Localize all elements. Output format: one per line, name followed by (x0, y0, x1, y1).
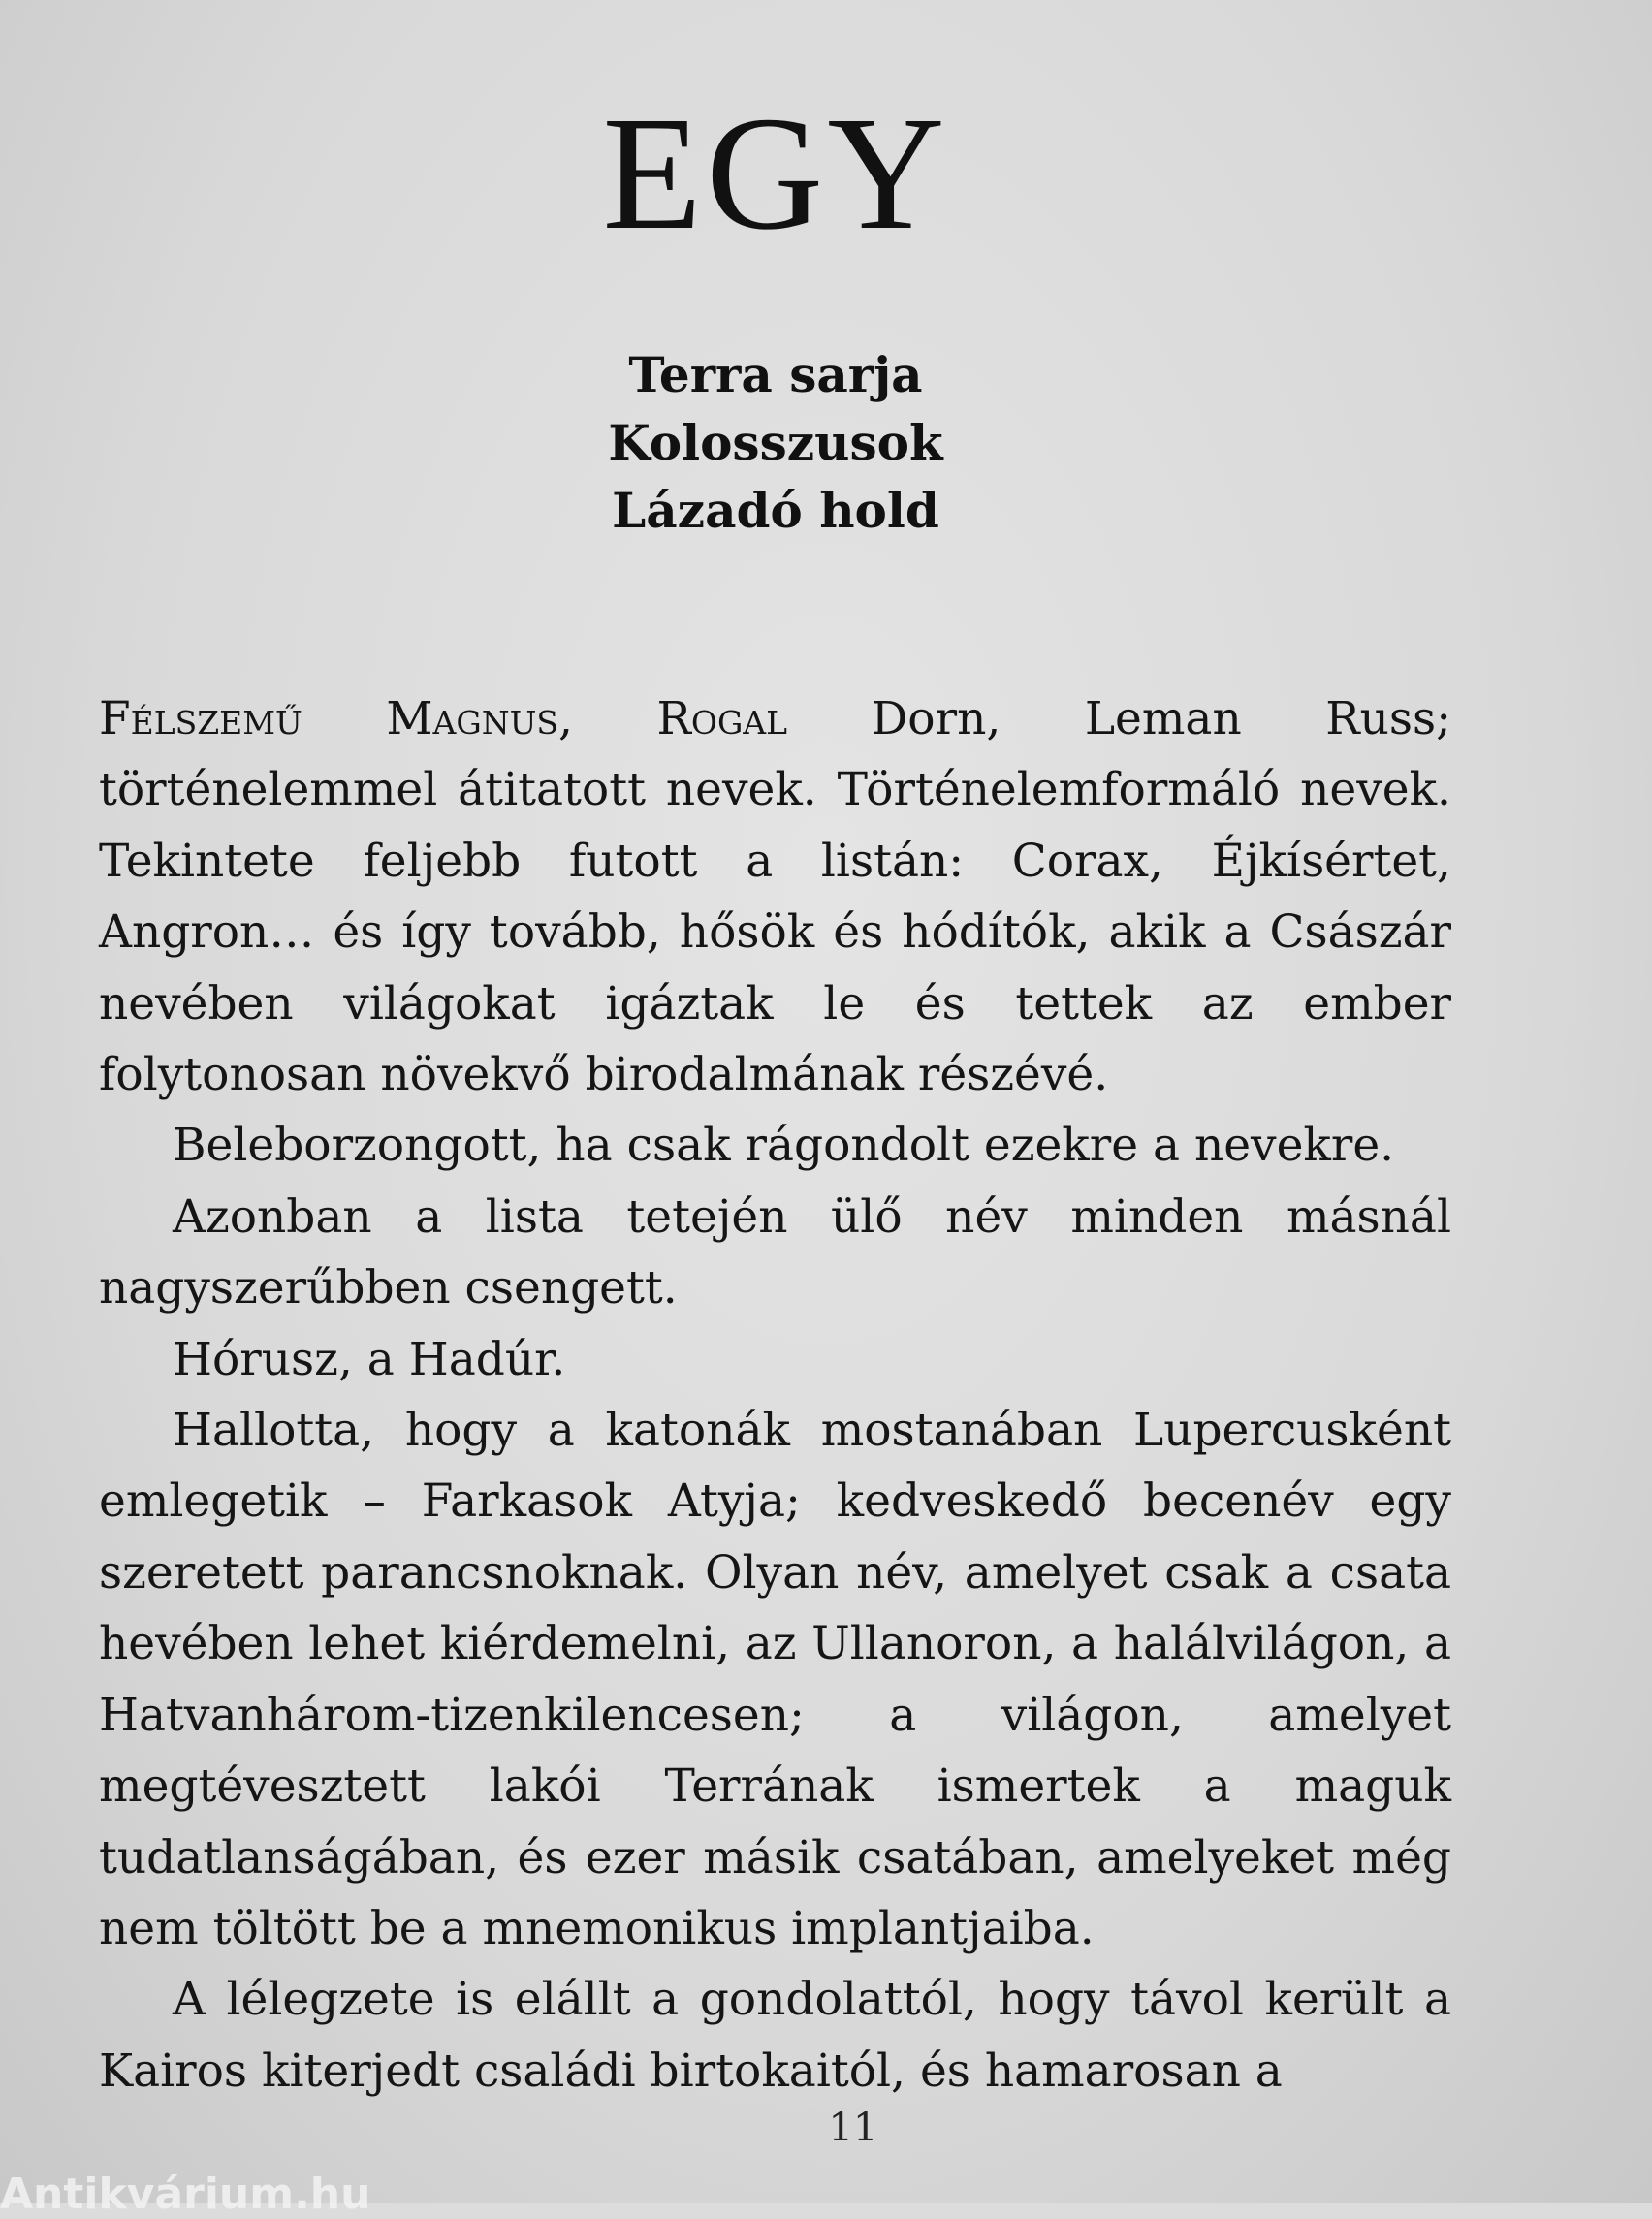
chapter-subtitles (0, 341, 1551, 545)
subtitle-2: Kolosszusok (608, 414, 943, 471)
paragraph-3: Azonban a lista tetején ülő név minden másnál nagyszerűbben csengett. (99, 1189, 1451, 1316)
paragraph-1-smallcaps: Félszemű Magnus, Rogal (99, 692, 788, 745)
paragraph-4: Hórusz, a Hadúr. (173, 1332, 566, 1386)
subtitle-3: Lázadó hold (612, 482, 939, 539)
paragraph-6: A lélegzete is elállt a gondolattól, hogy távol került a Kairos kiterjedt családi birtokaitól, és hamarosan a (99, 1973, 1451, 2098)
subtitle-1: Terra sarja (628, 346, 923, 403)
chapter-title: EGY (602, 83, 949, 264)
watermark: Antikvárium.hu (0, 2170, 371, 2219)
body-text (99, 683, 1451, 2107)
paragraph-5: Hallotta, hogy a katonák mostanában Lupercusként emlegetik – Farkasok Atyja; kedveskedő becenév egy szeretett parancsnoknak. Olyan név, amelyet csak a csata hevében lehet kiérdemelni, az Ullanoron, a halálvilágon, a Hatvanhárom-tizenkilencesen; a világon, amelyet megtévesztett lakói Terrának ismertek a maguk tudatlanságában, és ezer másik csatában, amelyeket még nem töltött be a mnemonikus implantjaiba. (99, 1404, 1451, 1955)
paragraph-2: Beleborzongott, ha csak rágondolt ezekre a nevekre. (173, 1119, 1395, 1173)
paragraph-1-rest: Dorn, Leman Russ; történelemmel átitatott nevek. Történelemformáló nevek. Tekintete feljebb futott a listán: Corax, Éjkísértet, Angron… és így tovább, hősök és hódítók, akik a Császár nevében világokat igáztak le és tettek az ember folytonosan növekvő birodalmának részévé. (99, 692, 1452, 1102)
paragraph-1 (99, 683, 1451, 1110)
page-number: 11 (828, 2106, 878, 2150)
